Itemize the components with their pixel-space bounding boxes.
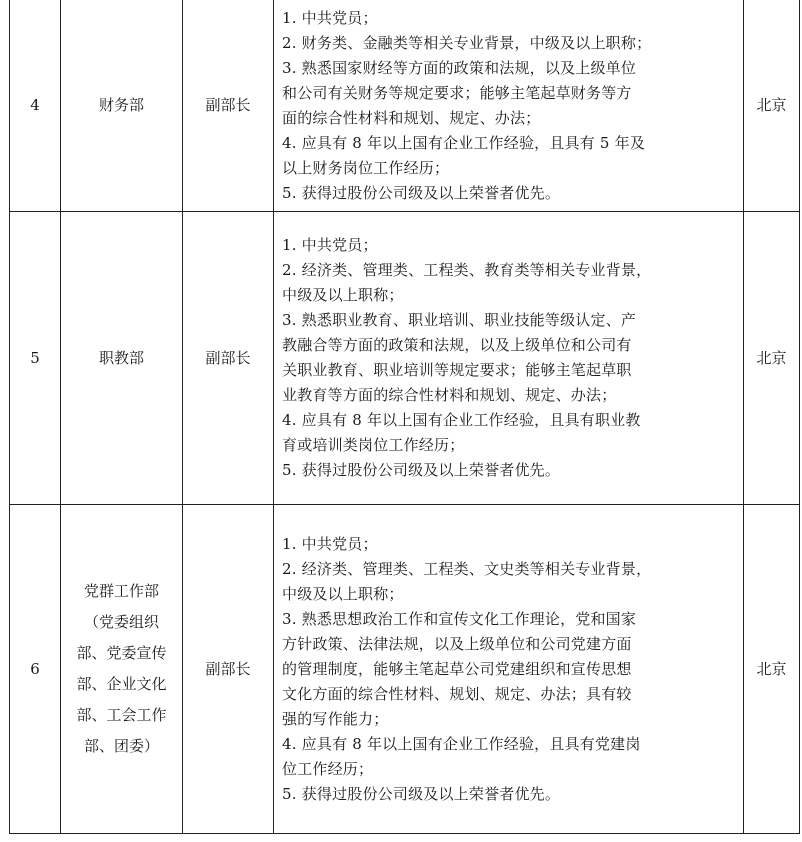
job-requirements-table [9,0,800,834]
requirement-line: 面的综合性材料和规划、规定、办法； [282,108,541,127]
department-line: 部、团委） [83,737,159,755]
requirement-line: 5. 获得过股份公司级及以上荣誉者优先。 [282,461,561,479]
department-line: 职教部 [98,348,144,367]
department-cell [61,505,183,834]
requirement-line: 1. 中共党员； [282,236,378,254]
position-cell: 副部长 [183,212,274,505]
requirement-line: 3. 熟悉思想政治工作和宣传文化工作理论，党和国家 [282,609,637,628]
requirement-line: 4. 应具有 8 年以上国有企业工作经验，且具有职业教 [282,411,641,429]
requirement-line: 1. 中共党员； [282,8,378,27]
requirements-cell [274,505,744,834]
position-cell: 副部长 [183,505,274,834]
table-row [10,0,800,212]
department-line: 部、工会工作 [76,706,167,724]
row-number: 5 [10,212,61,505]
department-line: （党委组织 [83,613,159,631]
table-row [10,505,800,834]
department-line: 党群工作部 [83,582,159,600]
department-line: 部、党委宣传 [76,644,167,662]
requirement-line: 以上财务岗位工作经历； [282,158,450,177]
requirements-cell [274,212,744,505]
requirement-line: 育或培训类岗位工作经历； [282,436,465,454]
department-line: 财务部 [98,96,144,114]
requirement-line: 文化方面的综合性材料、规划、规定、办法；具有较 [282,684,632,703]
requirement-line: 和公司有关财务等规定要求；能够主笔起草财务等方 [282,83,632,102]
requirement-line: 位工作经历； [282,759,374,778]
requirement-line: 1. 中共党员； [282,534,378,553]
requirement-line: 2. 经济类、管理类、工程类、教育类等相关专业背景， [282,261,652,279]
requirement-line: 业教育等方面的综合性材料和规划、规定、办法； [282,386,617,404]
requirement-line: 方针政策、法律法规，以及上级单位和公司党建方面 [282,634,632,653]
requirements-cell [274,0,744,212]
requirement-line: 中级及以上职称； [282,584,404,603]
requirement-line: 中级及以上职称； [282,286,404,304]
requirement-line: 强的写作能力； [282,709,389,728]
row-number: 4 [10,0,61,212]
requirement-line: 教融合等方面的政策和法规，以及上级单位和公司有 [282,336,632,354]
requirement-line: 4. 应具有 8 年以上国有企业工作经验，且具有 5 年及 [282,133,646,152]
requirement-line: 3. 熟悉国家财经等方面的政策和法规，以及上级单位 [282,58,637,77]
requirement-line: 2. 财务类、金融类等相关专业背景，中级及以上职称； [282,33,652,52]
location-cell: 北京 [744,505,800,834]
requirement-line: 4. 应具有 8 年以上国有企业工作经验，且具有党建岗 [282,734,641,753]
requirement-line: 5. 获得过股份公司级及以上荣誉者优先。 [282,784,561,803]
department-cell [61,212,183,505]
requirement-line: 5. 获得过股份公司级及以上荣誉者优先。 [282,183,561,202]
position-cell: 副部长 [183,0,274,212]
requirement-line: 关职业教育、职业培训等规定要求；能够主笔起草职 [282,361,632,379]
location-cell: 北京 [744,212,800,505]
department-cell [61,0,183,212]
table-row [10,212,800,505]
row-number: 6 [10,505,61,834]
requirement-line: 3. 熟悉职业教育、职业培训、职业技能等级认定、产 [282,311,637,329]
requirement-line: 2. 经济类、管理类、工程类、文史类等相关专业背景， [282,559,652,578]
location-cell: 北京 [744,0,800,212]
department-line: 部、企业文化 [76,675,167,693]
requirement-line: 的管理制度，能够主笔起草公司党建组织和宣传思想 [282,659,632,678]
